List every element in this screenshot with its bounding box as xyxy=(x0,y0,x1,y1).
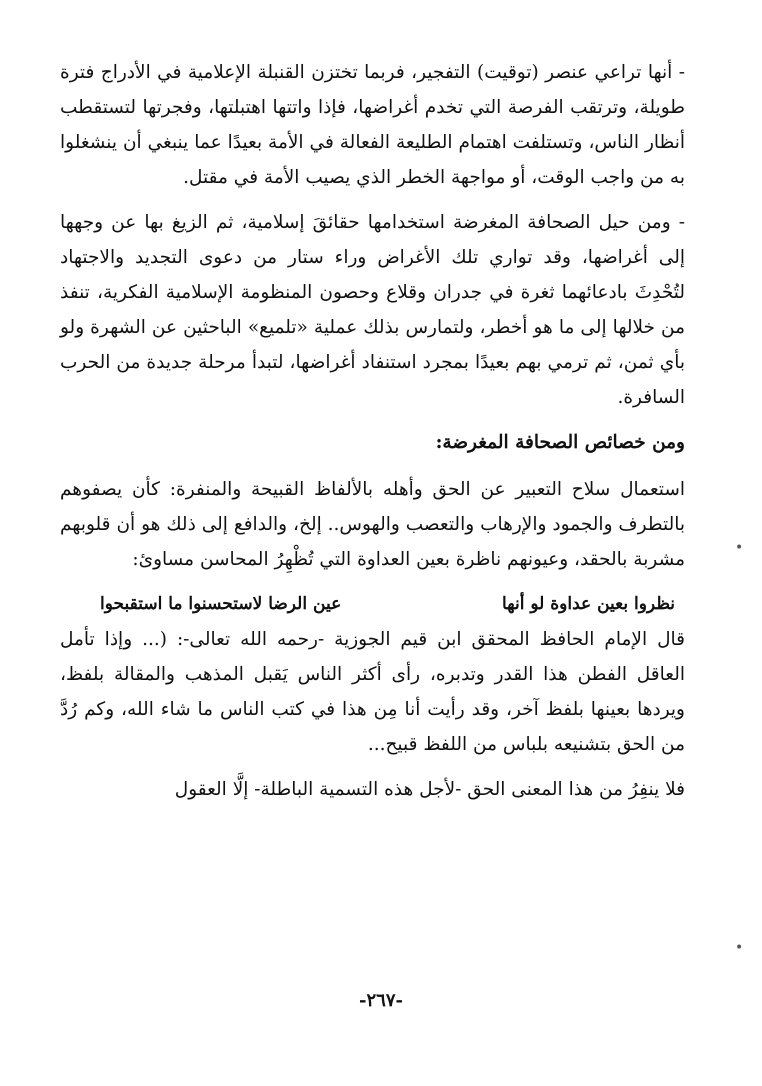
paragraph-closing: فلا ينفِرُ من هذا المعنى الحق -لأجل هذه التسمية الباطلة- إلَّا العقول xyxy=(174,779,685,800)
paragraph-timing: - أنها تراعي عنصر (توقيت) التفجير، فربما تختزن القنبلة الإعلامية في الأدراج فترة طويلة، وترتقب الفرصة التي تخدم أغراضها، فإذا واتتها اهتبلتها، وفجرتها لتستقطب أنظار الناس، وتستلفت اهتمام الطليعة الفعالة في الأمة بعيدًا عما ينبغي أن ينشغلوا به من واجب الوقت، أو مواجهة الخطر الذي يصيب الأمة في مقتل. xyxy=(60,62,685,188)
paragraph-insults: استعمال سلاح التعبير عن الحق وأهله بالألفاظ القبيحة والمنفرة: كأن يصفوهم بالتطرف والجمود والإرهاب والتعصب والهوس.. إلخ، والدافع إلى ذلك هو أن قلوبهم مشربة بالحقد، وعيونهم ناظرة بعين العداوة التي تُظْهِرُ المحاسن مساوئ: xyxy=(60,479,685,570)
verse-right-hemistich: نظروا بعين عداوة لو أنها xyxy=(501,594,675,614)
page-number: -٢٦٧- xyxy=(359,990,403,1011)
page-body xyxy=(60,55,685,817)
verse-left-hemistich: عين الرضا لاستحسنوا ما استقبحوا xyxy=(100,594,342,614)
paragraph-tricks: - ومن حيل الصحافة المغرضة استخدامها حقائقَ إسلامية، ثم الزيغ بها عن وجهها إلى أغراضها، وقد تواري تلك الأغراض وراء ستار من دعوى التجديد والاجتهاد لتُحْدِثَ بادعائهما ثغرة في جدران وقلاع وحصون المنظومة الإسلامية الفكرية، تنفذ من خلالها إلى ما هو أخطر، ولتمارس بذلك عملية «تلميع» الباحثين عن الشهرة ولو بأي ثمن، ثم ترمي بهم بعيدًا بمجرد استنفاد أغراضها، لتبدأ مرحلة جديدة من الحرب السافرة. xyxy=(60,212,685,408)
paragraph-quote: قال الإمام الحافظ المحقق ابن قيم الجوزية -رحمه الله تعالى-: (... وإذا تأمل العاقل الفطن هذا القدر وتدبره، رأى أكثر الناس يَقبل المذهب والمقالة بلفظ، ويردها بعينها بلفظ آخر، وقد رأيت أنا مِن هذا في كتب الناس ما شاء الله، وكم رُدَّ من الحق بتشنيعه بلباس من اللفظ قبيح... xyxy=(60,629,685,755)
section-heading: ومن خصائص الصحافة المغرضة: xyxy=(435,432,685,453)
poetry-verse xyxy=(100,587,675,622)
margin-dot: • xyxy=(735,540,744,556)
margin-dot: • xyxy=(735,940,744,956)
